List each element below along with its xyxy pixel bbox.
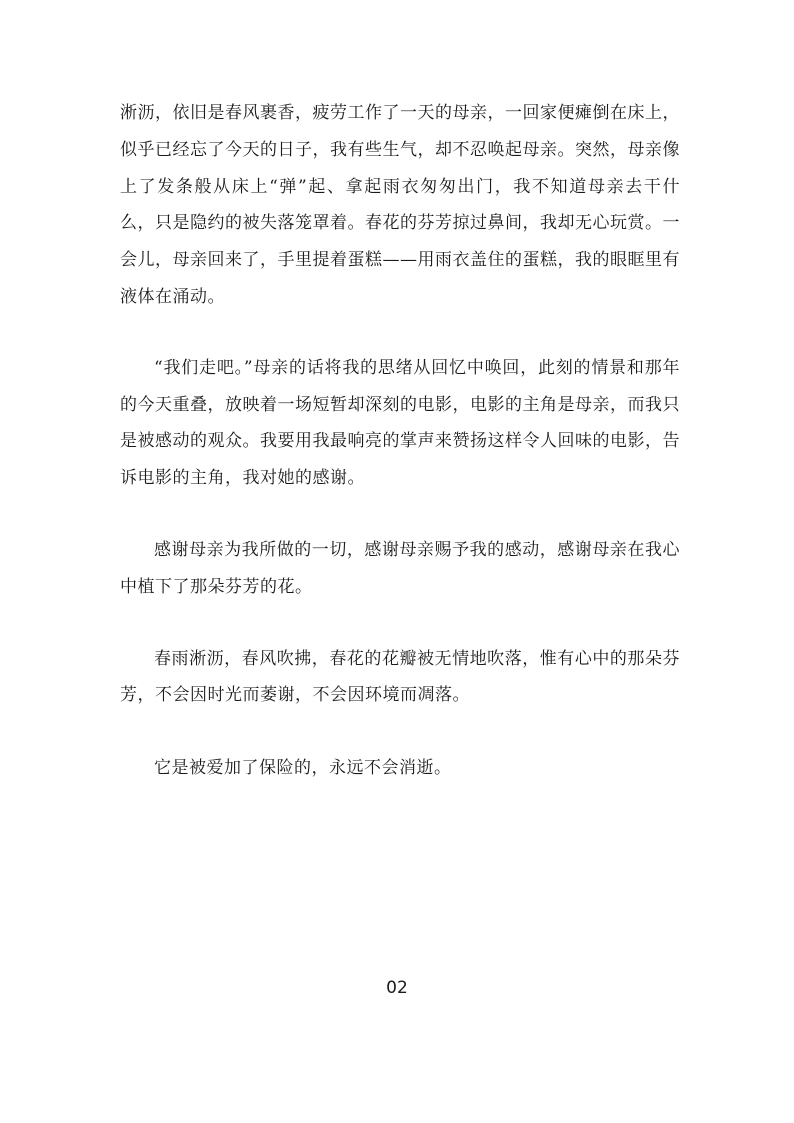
paragraph-closing: 它是被爱加了保险的，永远不会消逝。 (154, 758, 452, 779)
document-body (120, 95, 680, 787)
page-number: 02 (386, 978, 408, 998)
paragraph-spring-rain: 春雨淅沥，春风吹拂，春花的花瓣被无情地吹落，惟有心中的那朵芬芳，不会因时光而萎谢，不会因环境而凋落。 (120, 648, 680, 706)
paragraph-continuation: 淅沥，依旧是春风裹香，疲劳工作了一天的母亲，一回家便瘫倒在床上，似乎已经忘了今天的日子，我有些生气，却不忍唤起母亲。突然，母亲像上了发条般从床上“弹”起、拿起雨衣匆匆出门，我不知道母亲去干什么，只是隐约的被失落笼罩着。春花的芬芳掠过鼻间，我却无心玩赏。一会儿，母亲回来了，手里提着蛋糕——用雨衣盖住的蛋糕，我的眼眶里有液体在涌动。 (120, 103, 680, 307)
paragraph-gratitude: 感谢母亲为我所做的一切，感谢母亲赐予我的感动，感谢母亲在我心中植下了那朵芬芳的花。 (120, 539, 680, 597)
paragraph-we-leave: “我们走吧。”母亲的话将我的思绪从回忆中唤回，此刻的情景和那年的今天重叠，放映着一场短暂却深刻的电影，电影的主角是母亲，而我只是被感动的观众。我要用我最响亮的掌声来赞扬这样令人回味的电影，告诉电影的主角，我对她的感谢。 (120, 357, 680, 489)
